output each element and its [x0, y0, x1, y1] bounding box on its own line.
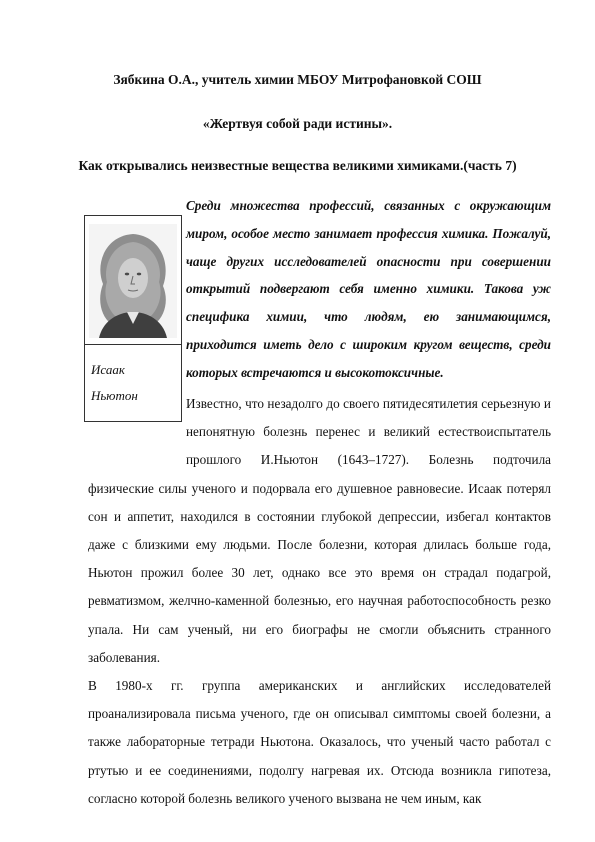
- intro-text: Среди множества профессий, связанных с окружающим миром, особое место занимает профессия химика. Пожалуй, чаще других исследователей опасности при совершении открытий подвергают себя именно химики. Такова уж специфика химии, что людям, ею занимающимся, приходится иметь дело с широким кругом веществ, среди которых встречаются и высокотоксичные.: [186, 198, 551, 380]
- caption-first-name: Исаак: [91, 362, 125, 377]
- newton-portrait-image: [89, 224, 177, 338]
- caption-divider: [85, 344, 181, 345]
- body-paragraph-1: Известно, что незадолго до своего пятидесятилетия серьезную и непонятную болезнь перенес и великий естествоиспытатель прошлого И.Ньютон (1643–1727). Болезнь подточила физические силы ученого и подорвала его душевное равновесие. Исаак потерял сон и аппетит, находился в состоянии глубокой депрессии, избегал контактов даже с близкими ему людьми. После болезни, которая длилась больше года, Ньютон прожил более 30 лет, однако все это время он страдал подагрой, ревматизмом, желчно-каменной болезнью, его научная работоспособность резко упала. Ни сам ученый, ни его биографы не смогли объяснить странного заболевания.: [88, 396, 551, 665]
- body-text: [88, 390, 551, 813]
- article-subtitle: Как открывались неизвестные вещества великими химиками.(часть 7): [78, 158, 517, 173]
- article-title: «Жертвуя собой ради истины».: [202, 116, 393, 131]
- author-line: Зябкина О.А., учитель химии МБОУ Митрофановкой СОШ: [113, 72, 482, 87]
- body-paragraph-2: В 1980-х гг. группа американских и английских исследователей проанализировала письма ученого, где он описывал симптомы своей болезни, а также лабораторные тетради Ньютона. Оказалось, что ученый часто работал с ртутью и ее соединениями, подолгу нагревая их. Отсюда возникла гипотеза, согласно которой болезнь великого ученого вызвана не чем иным, как: [88, 678, 551, 806]
- caption-last-name: Ньютон: [91, 388, 138, 403]
